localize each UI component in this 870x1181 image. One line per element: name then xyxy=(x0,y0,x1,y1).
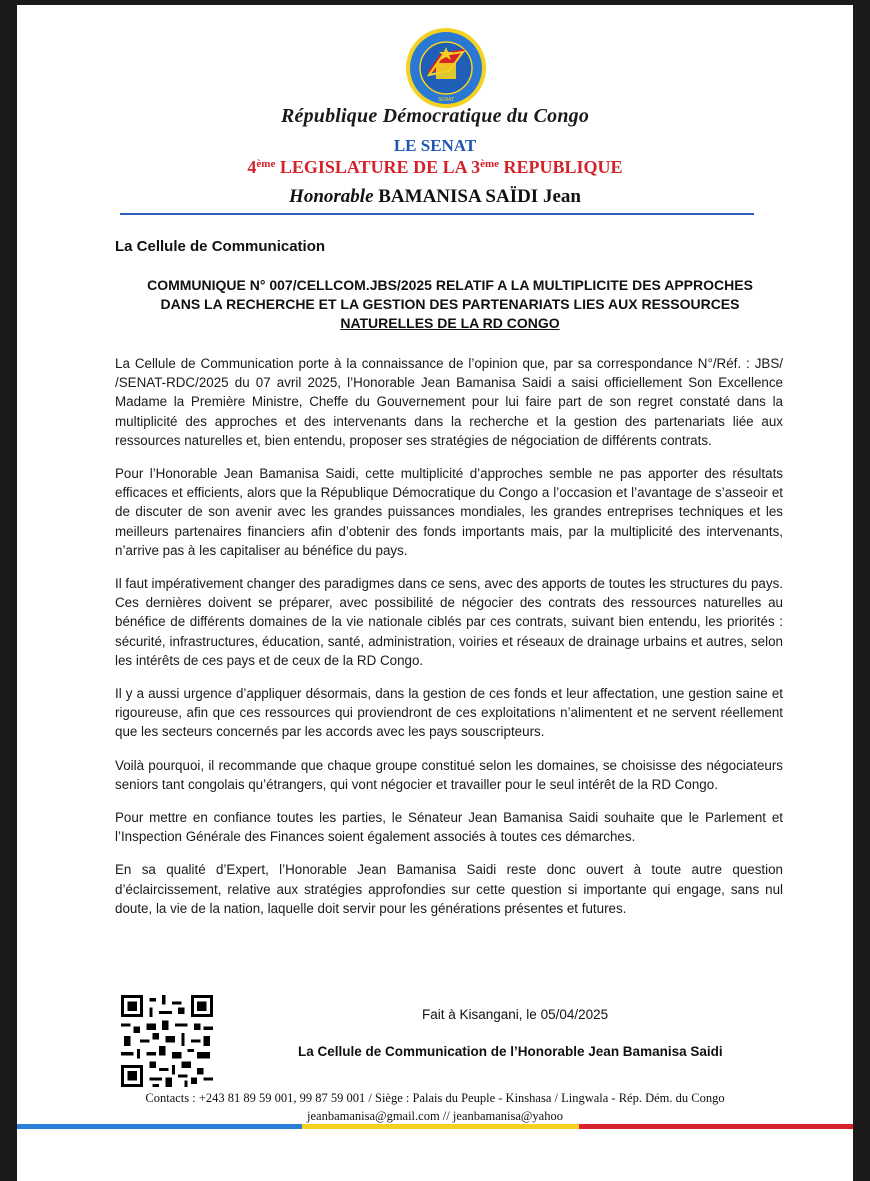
paragraph: Il faut impérativement changer des paradigmes dans ce sens, avec des apports de toutes les structures du pays. Ces dernières doivent se préparer, avec possibilité de négocier des contrats des ressources naturelles au bénéfice de différents domaines de la vie nationale ciblés par ces contrats, suivant bien entendu, les priorités : sécurité, infrastructures, éducation, santé, administration, voiries et réseaux de drainage urbains et autres, selon les intérêts de ces pays et de ceux de la RD Congo. xyxy=(115,576,783,668)
communique-title: COMMUNIQUE N° 007/CELLCOM.JBS/2025 RELATIF A LA MULTIPLICITE DES APPROCHES DANS LA RECHERCHE ET LA GESTION DES PARTENARIATS LIES AUX RESSOURCES NATURELLES DE LA RD CONGO xyxy=(147,277,753,331)
paragraph: En sa qualité d’Expert, l’Honorable Jean Bamanisa Saidi reste donc ouvert à toute autre question d’éclaircissement, relative aux stratégies approfondies sur cette question si importante qui engage, sans nul doute, la vie de la nation, laquelle doit servir pour les générations présentes et futures. xyxy=(115,862,783,916)
paragraph: Voilà pourquoi, il recommande que chaque groupe constitué selon les domaines, se choisisse des négociateurs seniors tant congolais qu’étrangers, qui vont négocier et travailler pour le seul intérêt de la RD Congo. xyxy=(115,757,783,792)
paragraph: Il y a aussi urgence d’appliquer désormais, dans la gestion de ces fonds et leur affectation, une gestion saine et rigoureuse, afin que ces ressources qui proviendront de ces exploitations n’alimentent et ne servent réellement que les secteurs concernés par les accords avec les pays souscripteurs. xyxy=(115,686,783,740)
flag-stripe-red xyxy=(579,1124,853,1129)
drc-senate-seal-icon xyxy=(405,27,487,109)
senat-heading: LE SENAT xyxy=(393,136,477,155)
legislature-heading: 4ème LEGISLATURE DE LA 3ème REPUBLIQUE xyxy=(247,157,623,177)
contacts-line: Contacts : +243 81 89 59 001, 99 87 59 001 / Siège : Palais du Peuple - Kinshasa / Lingwala - Rép. Dém. du Congo xyxy=(145,1091,725,1105)
republic-heading: République Démocratique du Congo xyxy=(280,105,590,127)
emails-line: jeanbamanisa@gmail.com // jeanbamanisa@yahoo xyxy=(307,1109,563,1123)
flag-stripe-yellow xyxy=(302,1124,579,1129)
qr-code-icon xyxy=(121,995,213,1087)
svg-text:SENAT: SENAT xyxy=(437,97,455,103)
paragraph: La Cellule de Communication porte à la connaissance de l’opinion que, par sa correspondance N°/Réf. : JBS/ /SENAT-RDC/2025 du 07 avril 2025, l’Honorable Jean Bamanisa Saidi a saisi officiellement Son Excellence Madame la Première Ministre, Cheffe du Gouvernement pour lui faire part de son regret constaté dans la multiplicité des approches et des intervenants dans la recherche et la gestion des partenariats liée aux ressources naturelles et, bien entendu, proposer ses stratégies de négociation de différents contrats. xyxy=(115,356,783,448)
communique-body xyxy=(115,354,783,932)
paragraph: Pour l’Honorable Jean Bamanisa Saidi, cette multiplicité d’approches semble ne pas apporter des résultats efficaces et efficients, alors que la République Démocratique du Congo a l’occasion et l’avantage de s’asseoir et de discuter de son avenir avec les grandes puissances mondiales, les grandes entreprises techniques et les meilleurs partenaires financiers afin d’obtenir des fonds importants mais, par la multiplicité des intervenants, n’arrive pas à les capitaliser au bénéfice du pays. xyxy=(115,466,783,558)
flag-stripe-blue xyxy=(17,1124,302,1129)
cell-title: La Cellule de Communication xyxy=(115,238,326,255)
place-and-date: Fait à Kisangani, le 05/04/2025 xyxy=(422,1007,609,1022)
honorable-heading: Honorable BAMANISA SAÏDI Jean xyxy=(289,186,581,207)
header-divider xyxy=(120,213,754,215)
footer-contacts xyxy=(17,1089,853,1125)
document-page xyxy=(17,5,853,1181)
paragraph: Pour mettre en confiance toutes les parties, le Sénateur Jean Bamanisa Saidi souhaite que le Parlement et l’Inspection Générale des Finances soient également associés à toutes ces démarches. xyxy=(115,810,783,845)
signature-line: La Cellule de Communication de l’Honorable Jean Bamanisa Saidi xyxy=(298,1044,723,1059)
